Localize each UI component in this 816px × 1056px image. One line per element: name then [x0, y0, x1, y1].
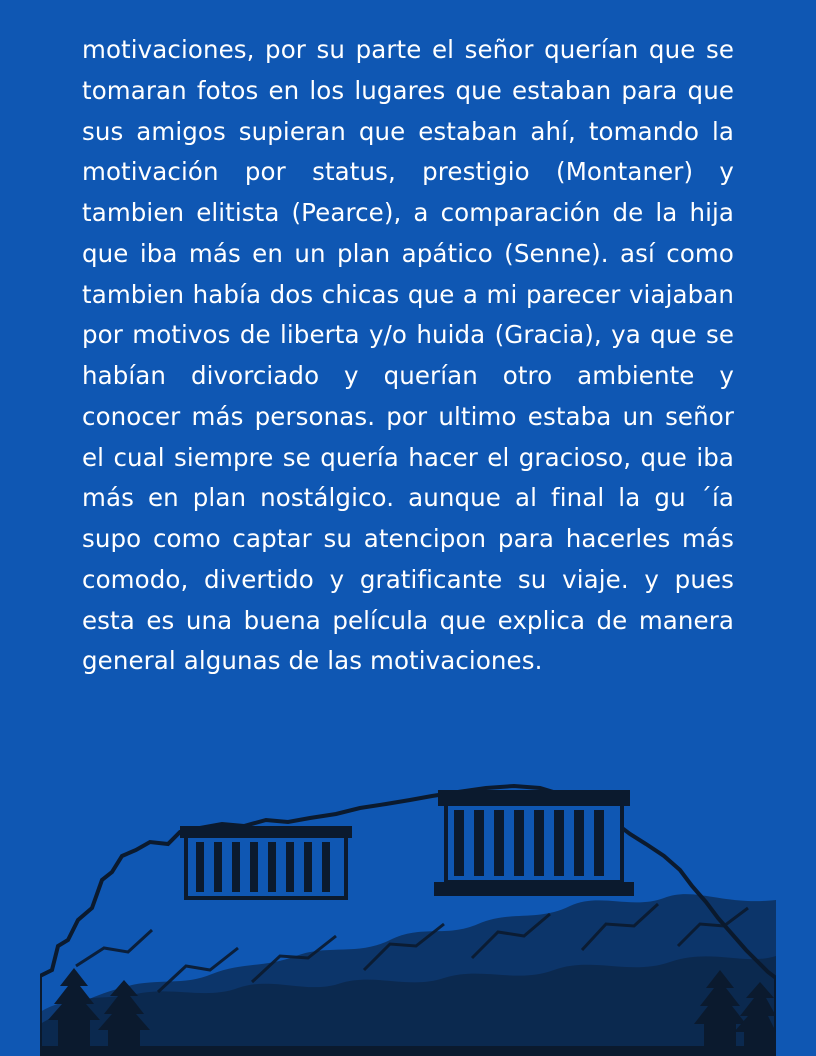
body-paragraph: motivaciones, por su parte el señor querían que se tomaran fotos en los lugares que estaban para que sus amigos supieran que estaban ahí, tomando la motivación por status, prestigio (Montaner) y tambien elitista (Pearce), a comparación de la hija que iba más en un plan apático (Senne). así como tambien había dos chicas que a mi parecer viajaban por motivos de liberta y/o huida (Gracia), ya que se habían divorciado y querían otro ambiente y conocer más personas. por ultimo estaba un señor el cual siempre se quería hacer el gracioso, que iba más en plan nostálgico. aunque al final la gu ´ía supo como captar su atencipon para hacerles más comodo, divertido y gratificante su viaje. y pues esta es una buena película que explica de manera general algunas de las motivaciones.	[82, 35, 734, 676]
acropolis-illustration-icon	[40, 780, 776, 1056]
